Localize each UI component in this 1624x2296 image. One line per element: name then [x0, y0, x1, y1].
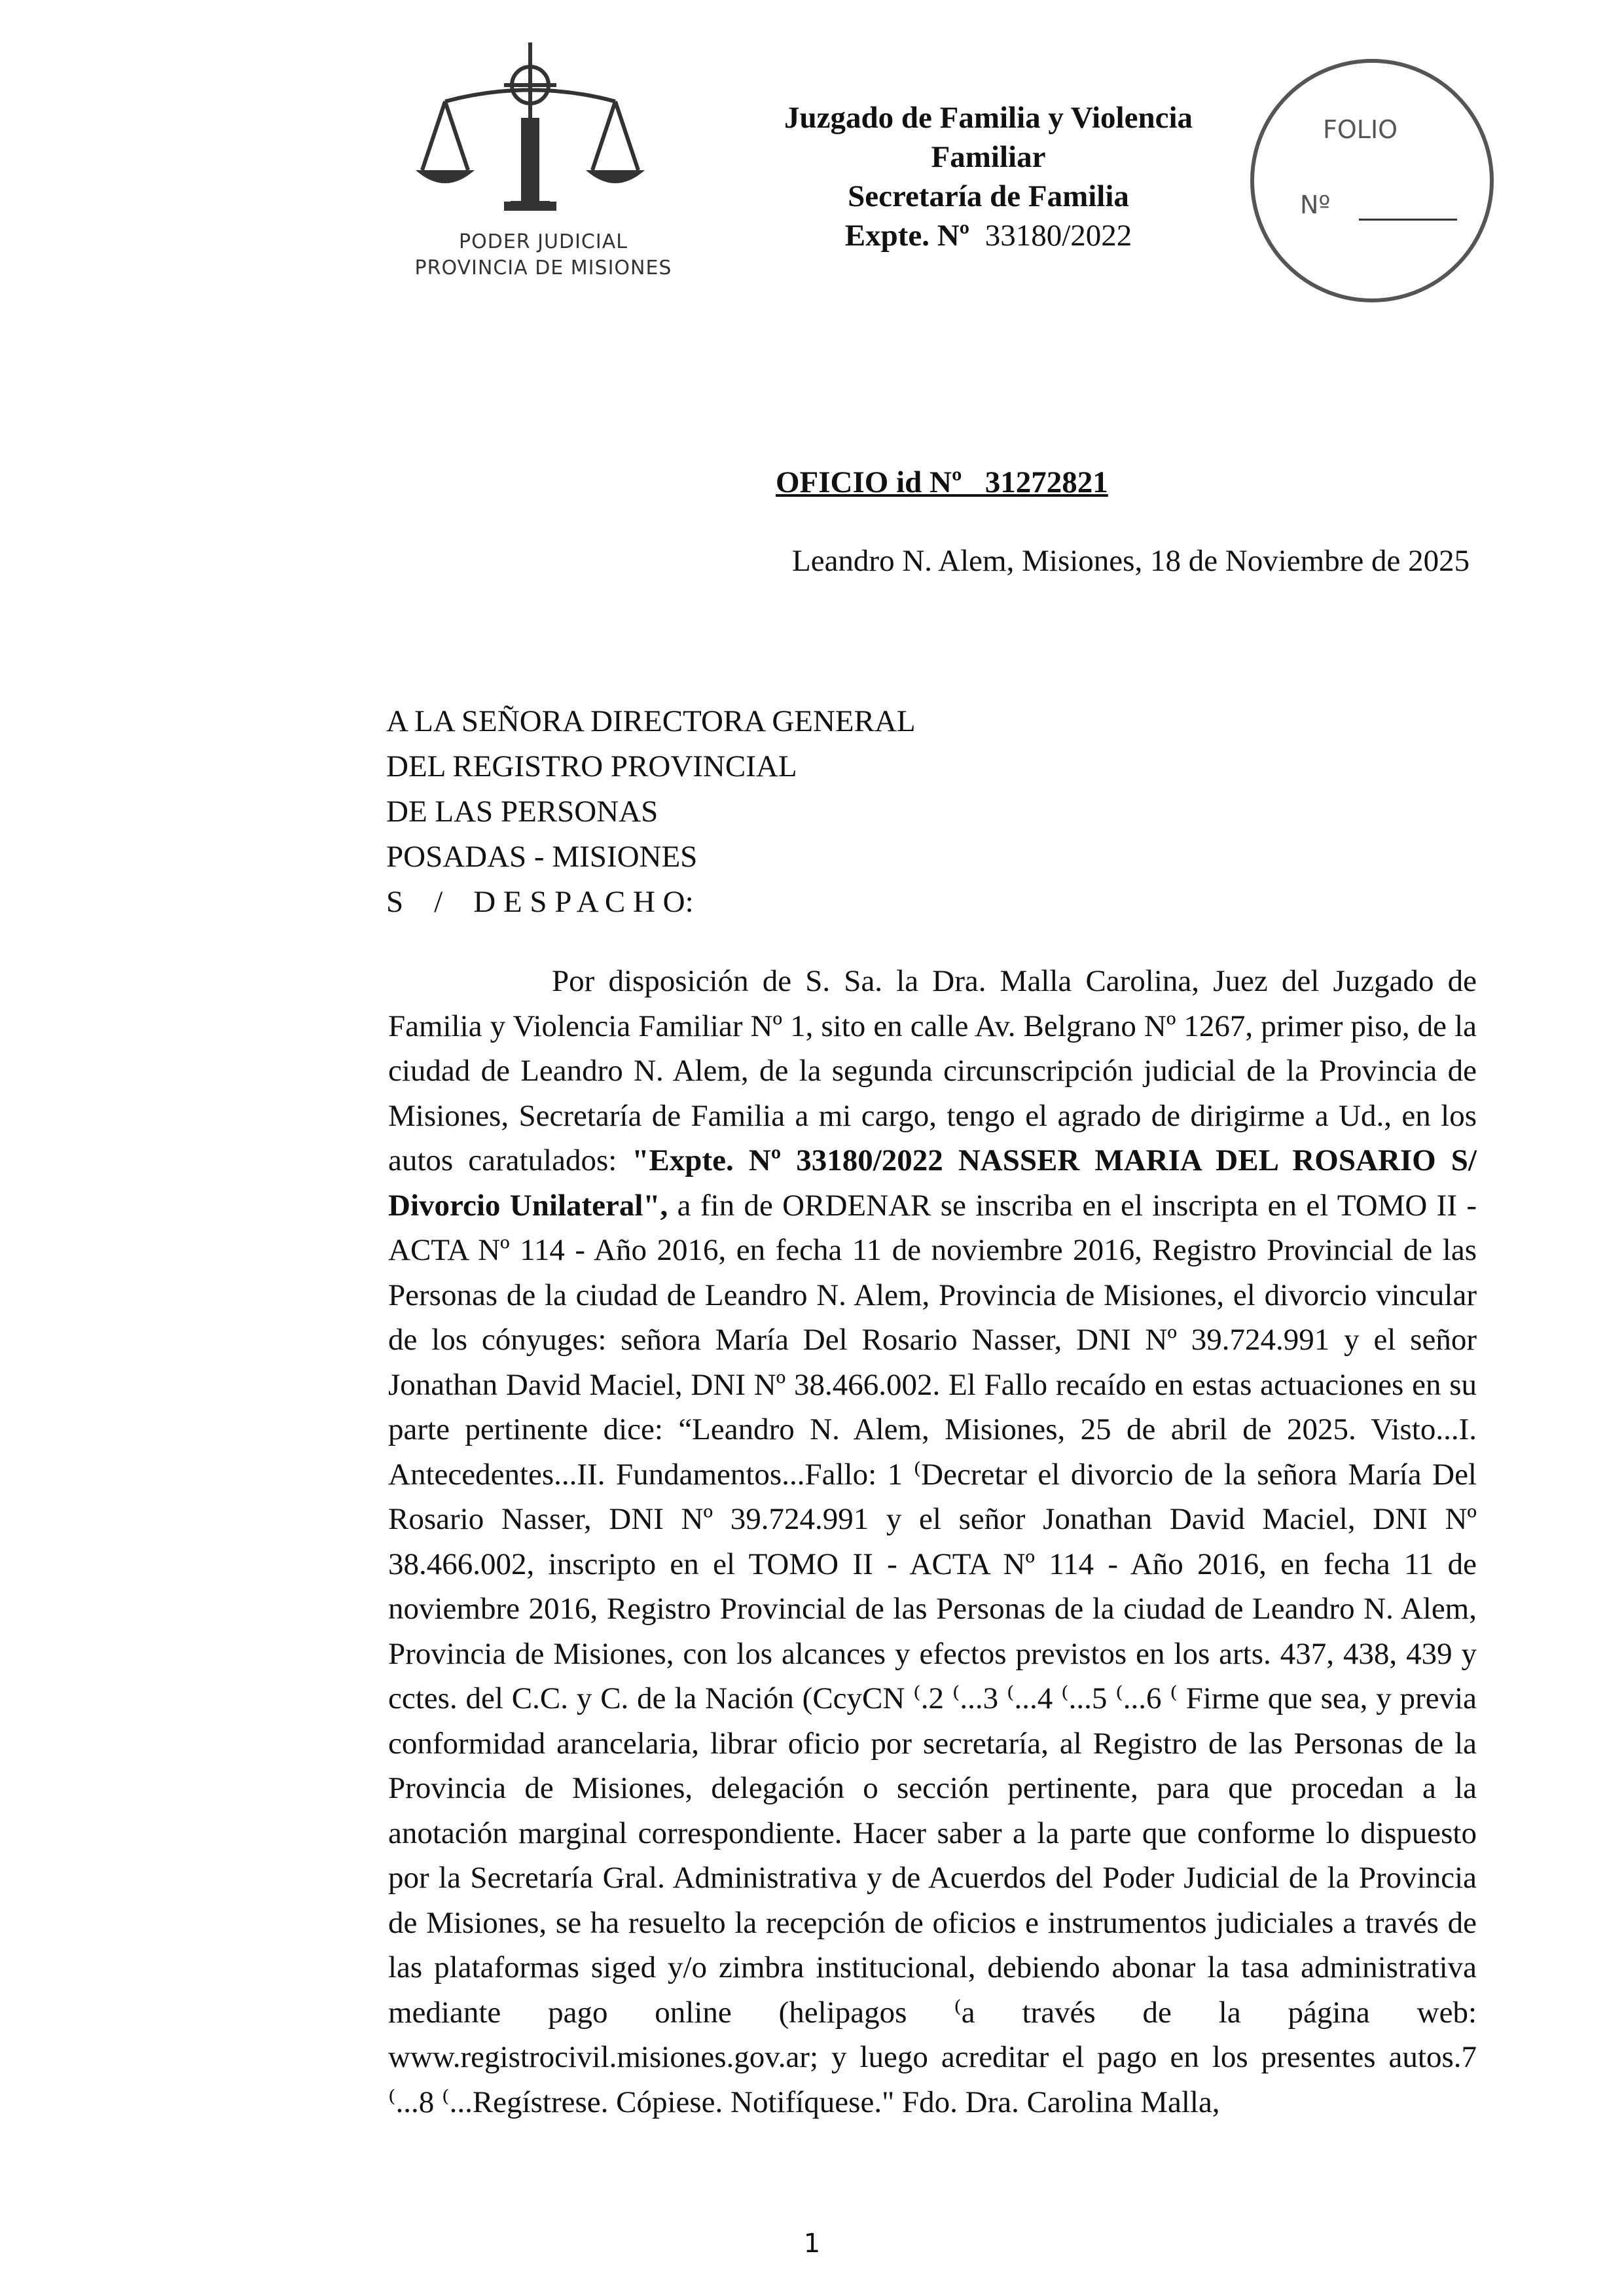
address-block [386, 699, 916, 925]
scales-of-justice-icon [406, 39, 681, 236]
court-header [694, 98, 1283, 255]
folio-number-line [1359, 219, 1457, 221]
body-part-1: Por disposición de S. Sa. la Dra. Malla Carolina, Juez del Juzgado de Familia y Violencia Familiar Nº 1, sito en calle Av. Belgrano Nº 1267, primer piso, de la ciudad de Leandro N. Alem, de la segunda circunscripción judicial de la Provincia de Misiones, Secretaría de Familia a mi cargo, tengo el agrado de dirigirme a Ud., en los autos caratulados: [388, 964, 1477, 1177]
header-line-3: Secretaría de Familia [848, 179, 1129, 213]
body-part-2: a fin de ORDENAR se inscriba en el inscripta en el TOMO II - ACTA Nº 114 - Año 2016, en fecha 11 de noviembre 2016, Registro Provincial de las Personas de la ciudad de Leandro N. Alem, Provincia de Misiones, el divorcio vincular de los cónyuges: señora María Del Rosario Nasser, DNI Nº 39.724.991 y el señor Jonathan David Maciel, DNI Nº 38.466.002. El Fallo recaído en estas actuaciones en su parte pertinente dice: “Leandro N. Alem, Misiones, 25 de abril de 2025. Visto...I. Antecedentes...II. Fundamentos...Fallo: 1 ⁽Decretar el divorcio de la señora María Del Rosario Nasser, DNI Nº 39.724.991 y el señor Jonathan David Maciel, DNI Nº 38.466.002, inscripto en el TOMO II - ACTA Nº 114 - Año 2016, en fecha 11 de noviembre 2016, Registro Provincial de las Personas de la ciudad de Leandro N. Alem, Provincia de Misiones, con los alcances y efectos previstos en los arts. 437, 438, 439 y cctes. del C.C. y C. de la Nación (CcyCN ⁽.2 ⁽...3 ⁽...4 ⁽...5 ⁽...6 ⁽ Firme que sea, y previa conformidad arancelaria, librar oficio por secretaría, al Registro de las Personas de la Provincia de Misiones, delegación o sección pertinente, para que procedan a la anotación marginal correspondiente. Hacer saber a la parte que conforme lo dispuesto por la Secretaría Gral. Administrativa y de Acuerdos del Poder Judicial de la Provincia de Misiones, se ha resuelto la recepción de oficios e instrumentos judiciales a través de las plataformas siged y/o zimbra institucional, debiendo abonar la tasa administrativa mediante pago online (helipagos ⁽a través de la página web: www.registrocivil.misiones.gov.ar; y luego acreditar el pago en los presentes autos.7 ⁽...8 ⁽...Regístrese. Cópiese. Notifíquese." Fdo. Dra. Carolina Malla, [388, 1188, 1477, 2119]
header-expte [694, 216, 1283, 255]
date-line: Leandro N. Alem, Misiones, 18 de Noviembre de 2025 [792, 544, 1470, 578]
page-number: 1 [803, 2229, 821, 2259]
address-line-2: DEL REGISTRO PROVINCIAL [386, 749, 797, 783]
judicial-logo [406, 39, 681, 288]
folio-number-label: Nº [1300, 190, 1331, 219]
header-line-2: Familiar [931, 140, 1046, 174]
body-paragraph [388, 959, 1477, 2125]
oficio-title-text: OFICIO id Nº 31272821 [776, 465, 1108, 499]
address-line-5: S / D E S P A C H O: [386, 885, 694, 919]
address-line-3: DE LAS PERSONAS [386, 795, 659, 829]
folio-stamp [1250, 59, 1494, 302]
expte-label: Expte. Nº [844, 219, 970, 253]
case-title: "Expte. Nº 33180/2022 NASSER MARIA DEL ROSARIO S/ Divorcio Unilateral", [388, 1143, 1477, 1223]
expte-number: 33180/2022 [984, 219, 1132, 253]
folio-label: FOLIO [1323, 115, 1398, 144]
oficio-title [776, 465, 1108, 500]
address-line-4: POSADAS - MISIONES [386, 840, 698, 874]
body-text [388, 959, 1477, 2125]
logo-line-2: PROVINCIA DE MISIONES [414, 257, 672, 279]
address-line-1: A LA SEÑORA DIRECTORA GENERAL [386, 704, 916, 738]
logo-line-1: PODER JUDICIAL [459, 230, 628, 253]
header-line-1: Juzgado de Familia y Violencia [784, 101, 1193, 135]
